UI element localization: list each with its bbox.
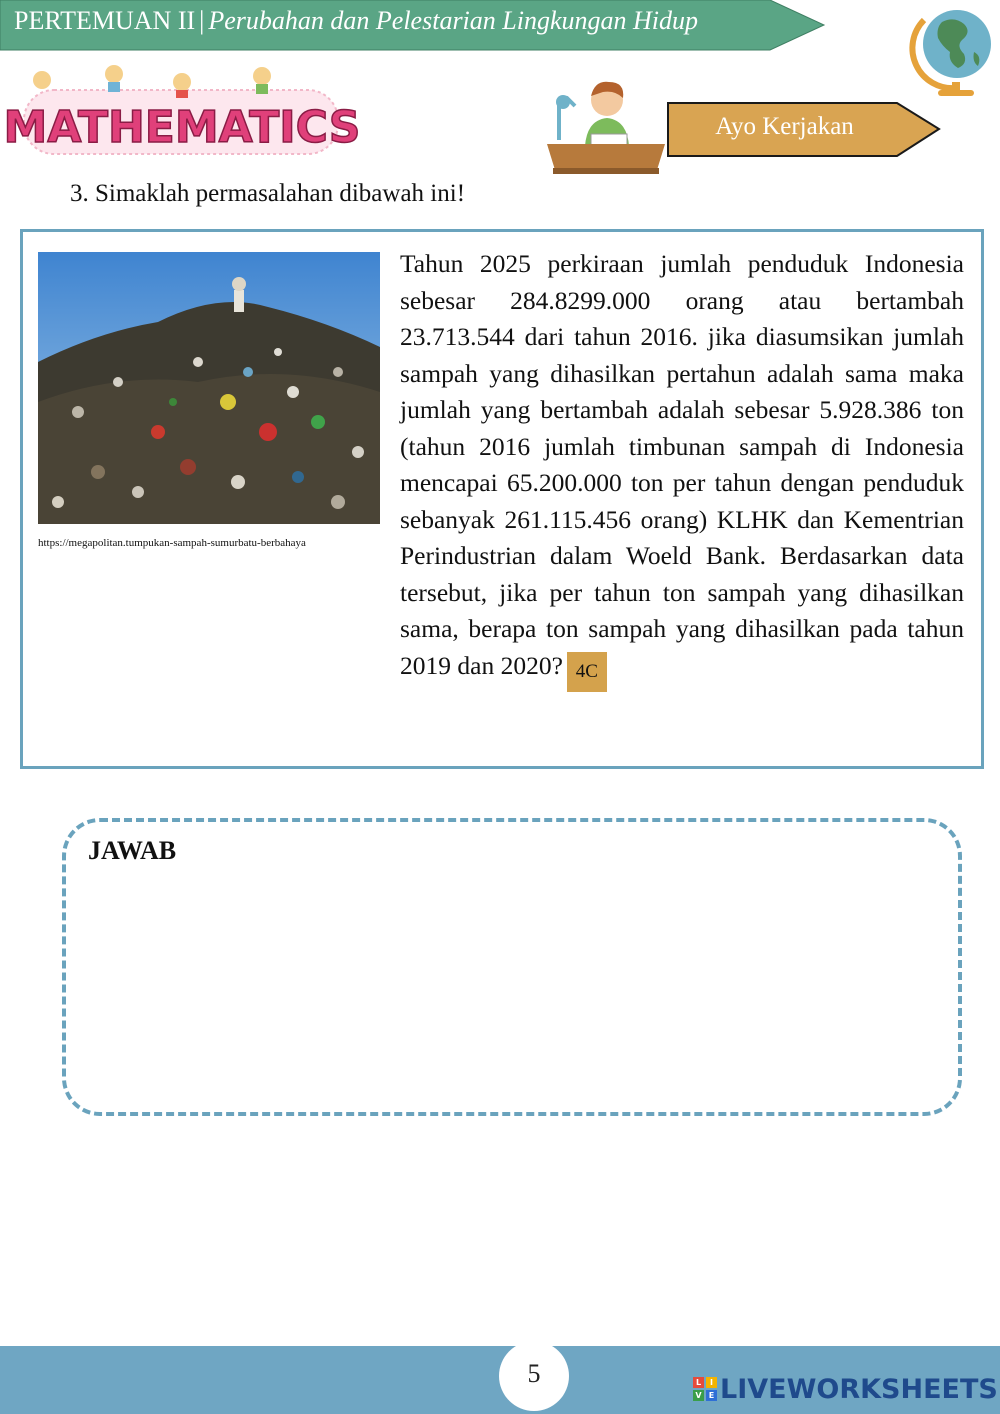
question-title: 3. Simaklah permasalahan dibawah ini!: [70, 180, 466, 207]
mathematics-logo-text: MATHEMATICS: [3, 102, 361, 153]
answer-box[interactable]: [62, 818, 962, 1116]
badge-letter-v: V: [693, 1390, 704, 1401]
skill-tag: 4C: [567, 652, 607, 692]
image-caption: https://megapolitan.tumpukan-sampah-sumurbatu-berbahaya: [38, 537, 306, 549]
activity-banner: [667, 102, 942, 157]
badge-letter-e: E: [706, 1390, 717, 1401]
header-separator: |: [199, 6, 205, 35]
page-number: 5: [499, 1341, 569, 1411]
liveworksheets-badge-icon: [693, 1377, 717, 1401]
badge-letter-l: L: [693, 1377, 704, 1388]
problem-statement: Tahun 2025 perkiraan jumlah penduduk Indonesia sebesar 284.8299.000 orang atau bertambah 23.713.544 dari tahun 2016. jika diasumsikan jumlah sampah yang dihasilkan pertahun adalah sama maka jumlah yang bertambah adalah sebesar 5.928.386 ton (tahun 2016 jumlah timbunan sampah di Indonesia mencapai 65.200.000 ton per tahun dengan penduduk sebanyak 261.115.456 orang) KLHK dan Kementrian Perindustrian dalam Woeld Bank. Berdasarkan data tersebut, jika per tahun ton sampah yang dihasilkan sama, berapa ton sampah yang dihasilkan pada tahun 2019 dan 2020?: [400, 249, 964, 680]
globe-icon: [912, 2, 992, 98]
answer-label: JAWAB: [88, 836, 177, 865]
header-title: [14, 6, 698, 36]
mathematics-logo: [3, 62, 361, 162]
badge-letter-i: I: [706, 1377, 717, 1388]
liveworksheets-wordmark: LIVEWORKSHEETS: [720, 1373, 998, 1405]
liveworksheets-brand: [693, 1372, 998, 1406]
lesson-label: PERTEMUAN II: [14, 6, 196, 35]
student-reading-icon: [545, 76, 667, 176]
garbage-pile-photo: [38, 252, 380, 524]
problem-box: [20, 229, 984, 769]
problem-text: [400, 246, 964, 688]
lesson-topic: Perubahan dan Pelestarian Lingkungan Hidup: [208, 6, 699, 35]
header-banner: [0, 0, 825, 50]
activity-label: Ayo Kerjakan: [715, 113, 854, 140]
